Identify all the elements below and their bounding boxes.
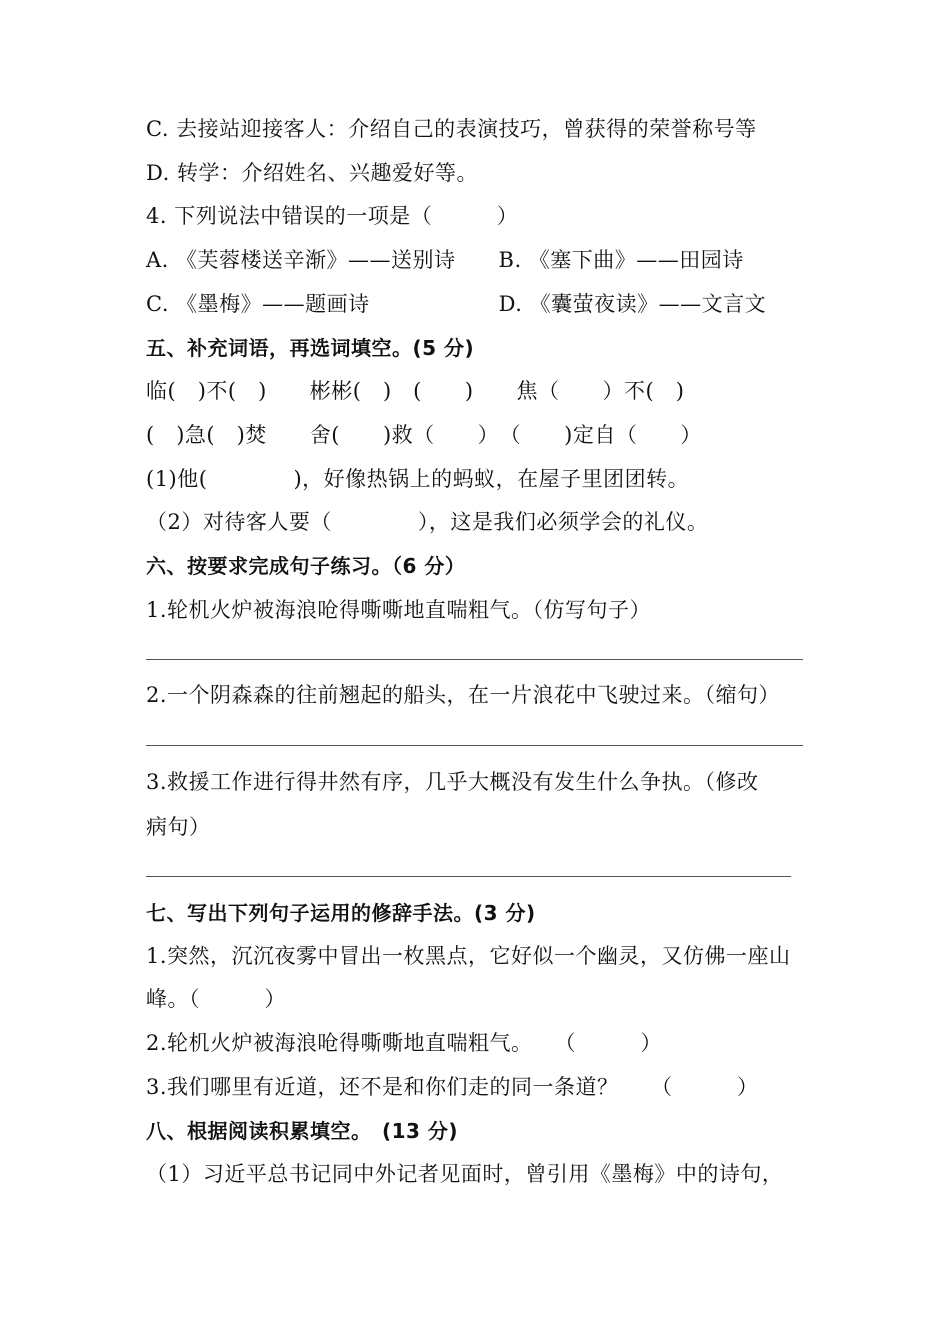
section-7-q1-line1: 1.突然，沉沉夜雾中冒出一枚黑点，它好似一个幽灵，又仿佛一座山 (146, 944, 791, 968)
section-5-fill-2: （2）对待客人要（ ），这是我们必须学会的礼仪。 (146, 510, 709, 534)
section-5-words-row1: 临( )不( ) 彬彬( ) ( ) 焦（ ）不( ) (146, 379, 685, 403)
section-7-q3: 3.我们哪里有近道，还不是和你们走的同一条道？ （ ） (146, 1075, 759, 1099)
q4-question: 4. 下列说法中错误的一项是（ ） (146, 204, 519, 228)
section-6-q3-line2: 病句） (146, 815, 211, 839)
section-8-q1: （1）习近平总书记同中外记者见面时，曾引用《墨梅》中的诗句， (146, 1162, 784, 1186)
section-6-q3-line1: 3.救援工作进行得井然有序，几乎大概没有发生什么争执。（修改 (146, 770, 759, 794)
section-5-title: 五、补充词语，再选词填空。(5 分) (146, 336, 475, 360)
q4-options-ab: A. 《芙蓉楼送辛渐》——送别诗 B. 《塞下曲》——田园诗 (146, 248, 744, 272)
section-6-q2: 2.一个阴森森的往前翘起的船头，在一片浪花中飞驶过来。（缩句） (146, 683, 781, 707)
answer-line-1[interactable] (146, 659, 803, 660)
section-7-q2: 2.轮机火炉被海浪呛得嘶嘶地直喘粗气。 （ ） (146, 1031, 663, 1055)
q3-option-c: C. 去接站迎接客人：介绍自己的表演技巧，曾获得的荣誉称号等 (146, 117, 757, 141)
answer-line-3[interactable] (146, 876, 791, 877)
section-7-title: 七、写出下列句子运用的修辞手法。(3 分) (146, 901, 536, 925)
section-5-fill-1: (1)他( )，好像热锅上的蚂蚁，在屋子里团团转。 (146, 467, 690, 491)
section-7-q1-line2: 峰。（ ） (146, 987, 286, 1011)
section-6-q1: 1.轮机火炉被海浪呛得嘶嘶地直喘粗气。（仿写句子） (146, 598, 652, 622)
answer-line-2[interactable] (146, 745, 803, 746)
q4-options-cd: C. 《墨梅》——题画诗 D. 《囊萤夜读》——文言文 (146, 292, 767, 316)
section-8-title: 八、根据阅读积累填空。 (13 分) (146, 1119, 459, 1143)
section-5-words-row2: ( )急( )焚 舍( )救（ ） （ )定自（ ） (146, 423, 702, 447)
section-6-title: 六、按要求完成句子练习。（6 分） (146, 554, 466, 578)
q3-option-d: D. 转学：介绍姓名、兴趣爱好等。 (146, 161, 478, 185)
